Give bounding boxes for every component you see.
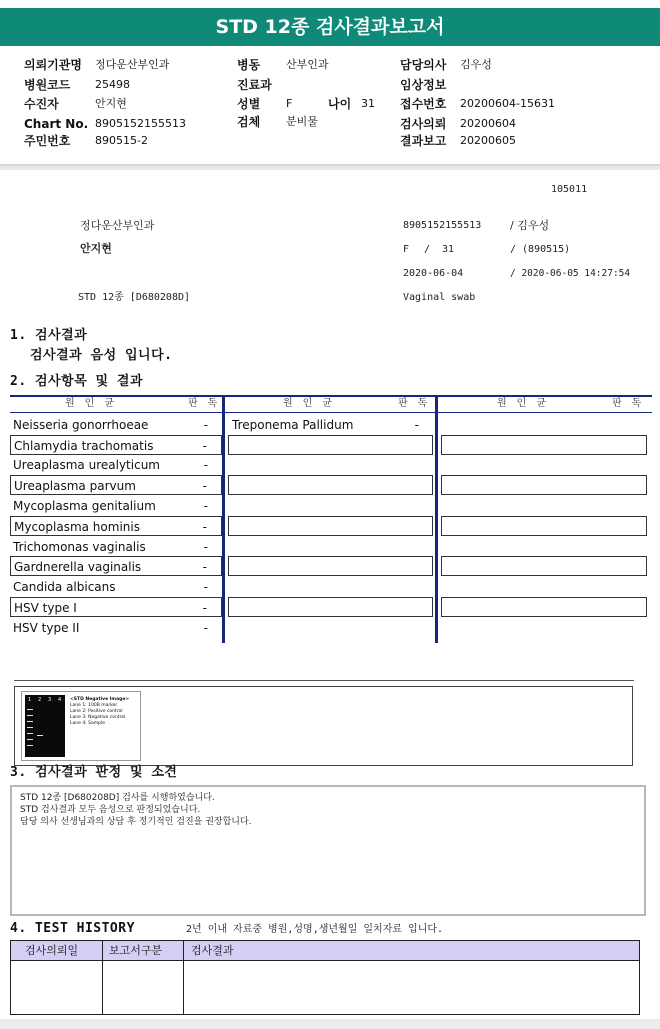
gel-image-frame [14,686,633,766]
grid-column-separator-2 [435,395,438,643]
table-row [10,556,222,576]
section-1-title: 1. 검사결과 [10,328,88,343]
request-value: 20200604 [460,117,516,130]
hospital-code-value: 25498 [95,78,130,91]
meta-sex: F [403,244,410,255]
empty-row [441,475,647,495]
sex-value: F [286,97,293,110]
history-note: 2년 이내 자료중 병원,성명,생년월일 일치자료 입니다. [186,924,444,935]
pathogen-name: Chlamydia trachomatis [14,439,154,453]
gel-legend-item: Lane 2: Positive control [70,709,123,714]
pathogen-name: Ureaplasma urealyticum [13,458,160,472]
marker-band [27,715,33,716]
history-col-result: 검사결과 [191,944,234,957]
pathogen-result: - [202,520,207,534]
pathogen-result: - [203,458,208,472]
pathogen-result: - [202,479,207,493]
chart-value: 8905152155513 [95,117,186,130]
institution-label: 의뢰기관명 [24,58,82,72]
section-1-result-text: 검사결과 음성 입니다. [30,348,173,363]
specimen-value: 분비물 [286,115,318,128]
pathogen-result: - [202,439,207,453]
empty-row [228,556,433,576]
grid-header-result-1: 판 독 [188,398,220,409]
document-number: 105011 [551,184,588,195]
gel-electrophoresis-image [25,695,65,757]
doctor-label: 담당의사 [400,58,447,72]
pathogen-name: HSV type I [14,601,77,615]
chart-label: Chart No. [24,117,89,131]
history-column-divider [183,941,184,1014]
grid-header-pathogen-3: 원 인 균 [497,398,549,409]
marker-band [27,727,33,728]
pathogen-result: - [203,621,208,635]
pathogen-name: Treponema Pallidum [232,418,354,432]
marker-band [27,709,33,710]
table-row [10,516,222,536]
request-label: 검사의뢰 [400,117,447,131]
grid-header-pathogen-2: 원 인 균 [283,398,335,409]
institution-value: 정다운산부인과 [95,58,170,71]
ward-value: 산부인과 [286,58,329,71]
pathogen-result: - [202,560,207,574]
test-history-table [10,940,640,1015]
opinion-line: STD 검사결과 모두 음성으로 판정되었습니다. [20,805,201,815]
gel-legend-item: Lane 4: Sample [70,721,105,726]
ward-label: 병동 [237,58,261,72]
age-label: 나이 [328,97,352,111]
table-row [10,455,222,475]
meta-received-date: 2020-06-04 [403,268,464,279]
patient-label: 수진자 [24,97,59,111]
pathogen-name: Mycoplasma hominis [14,520,140,534]
divider-band [0,166,660,170]
meta-patient: 안지현 [80,242,112,255]
section-3-title: 3. 검사결과 판정 및 소견 [10,765,178,780]
table-row [10,435,222,455]
marker-band [27,739,33,740]
table-row [10,577,222,597]
grid-column-separator-1 [222,395,225,643]
gel-image-card [21,691,141,761]
hospital-code-label: 병원코드 [24,78,71,92]
meta-reported-datetime: / 2020-06-05 14:27:54 [510,268,631,279]
report-label: 결과보고 [400,134,447,148]
table-row [10,618,222,638]
table-row [10,415,222,435]
clinical-label: 임상정보 [400,78,447,92]
meta-doctor: / 김우성 [510,219,550,232]
meta-age: 31 [442,244,455,255]
grid-header-line [10,412,652,413]
gel-legend-item: Lane 1: 100B marker [70,703,118,708]
empty-row [228,435,433,455]
pathogen-name: Gardnerella vaginalis [14,560,142,574]
empty-row [441,597,647,617]
age-value: 31 [361,97,375,110]
empty-row [441,556,647,576]
grid-header-pathogen-1: 원 인 균 [65,398,117,409]
meta-chart-no: 8905152155513 [403,220,482,231]
section-4-title: 4. TEST HISTORY [10,921,135,936]
pathogen-name: Candida albicans [13,580,116,594]
table-row [228,415,433,435]
specimen-label: 검체 [237,115,261,129]
history-col-date: 검사의뢰일 [25,944,79,957]
opinion-box [10,785,646,916]
receipt-value: 20200604-15631 [460,97,555,110]
table-row [10,475,222,495]
meta-sex-separator: / [424,244,431,255]
id-label: 주민번호 [24,134,71,148]
pathogen-name: Neisseria gonorrhoeae [13,418,149,432]
positive-control-band [37,735,43,736]
bottom-band [0,1019,660,1029]
lane-label: 2 [38,697,42,703]
report-title: STD 12종 검사결과보고서 [0,8,660,46]
pathogen-name: Trichomonas vaginalis [13,540,146,554]
history-col-type: 보고서구분 [109,944,163,957]
lane-label: 4 [58,697,62,703]
opinion-line: 담당 의사 선생님과의 상담 후 정기적인 검진을 권장합니다. [20,817,252,827]
pathogen-name: Mycoplasma genitalium [13,499,156,513]
history-column-divider [102,941,103,1014]
history-header-row [11,941,639,961]
dept-label: 진료과 [237,78,272,92]
table-row [10,496,222,516]
meta-specimen: Vaginal swab [403,292,476,303]
sex-label: 성별 [237,97,261,111]
empty-row [441,516,647,536]
separator-line [14,680,634,681]
marker-band [27,733,33,734]
pathogen-name: Ureaplasma parvum [14,479,136,493]
gel-legend-item: Lane 3: Negative control [70,715,126,720]
lane-label: 1 [28,697,32,703]
table-row [10,537,222,557]
table-row [10,597,222,617]
empty-row [228,475,433,495]
id-value: 890515-2 [95,134,148,147]
pathogen-name: HSV type II [13,621,80,635]
pathogen-result: - [203,499,208,513]
lane-label: 3 [48,697,52,703]
meta-institution: 정다운산부인과 [80,219,155,232]
gel-legend-title: <STD Negative Image> [70,697,130,702]
patient-info-panel [0,50,660,166]
marker-band [27,745,33,746]
empty-row [228,516,433,536]
pathogen-result: - [203,580,208,594]
grid-header-result-3: 판 독 [612,398,644,409]
doctor-value: 김우성 [460,58,492,71]
marker-band [27,721,33,722]
meta-birth: / (890515) [510,244,571,255]
opinion-line: STD 12종 [D680208D] 검사를 시행하였습니다. [20,793,215,803]
meta-test-name: STD 12종 [D680208D] [78,292,191,303]
grid-header-result-2: 판 독 [398,398,430,409]
empty-row [228,597,433,617]
receipt-label: 접수번호 [400,97,447,111]
pathogen-result: - [202,601,207,615]
gel-legend [70,697,129,727]
pathogen-result: - [414,418,419,432]
section-2-title: 2. 검사항목 및 결과 [10,374,144,389]
empty-row [441,435,647,455]
patient-value: 안지현 [95,97,127,110]
pathogen-result: - [203,418,208,432]
report-value: 20200605 [460,134,516,147]
pathogen-result-grid [10,395,652,643]
pathogen-result: - [203,540,208,554]
